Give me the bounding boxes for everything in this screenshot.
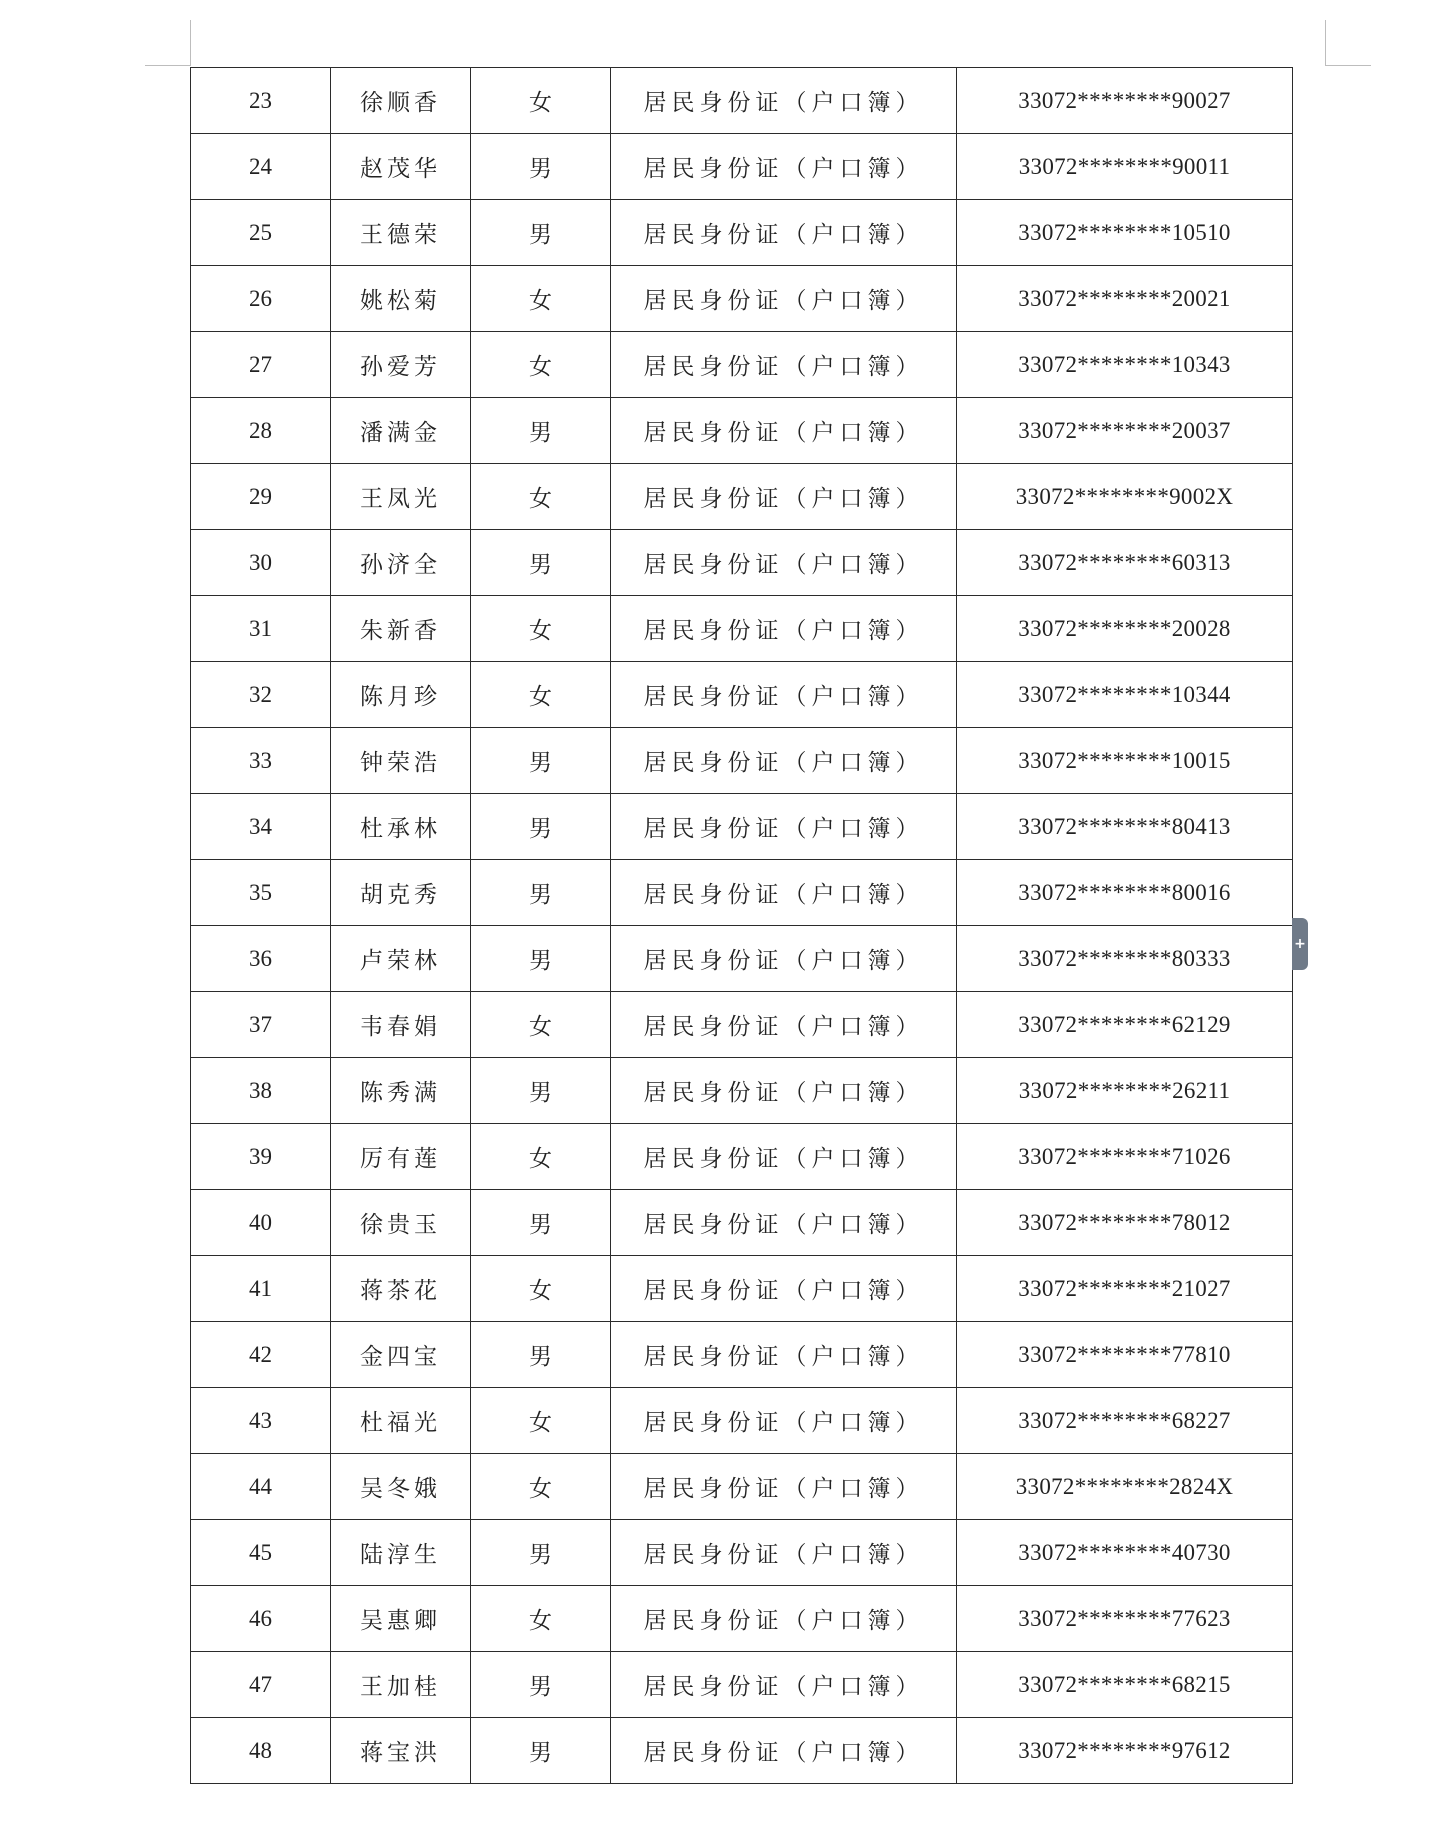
table-row <box>191 794 1293 860</box>
name-cell: 徐贵玉 <box>331 1190 471 1256</box>
name-cell: 胡克秀 <box>331 860 471 926</box>
row-number-cell: 47 <box>191 1652 331 1718</box>
document-type-cell: 居民身份证（户口簿） <box>611 530 957 596</box>
document-type-cell: 居民身份证（户口簿） <box>611 68 957 134</box>
gender-cell: 女 <box>471 1124 611 1190</box>
table-row <box>191 1124 1293 1190</box>
name-cell: 王德荣 <box>331 200 471 266</box>
id-number-cell: 33072********26211 <box>957 1058 1293 1124</box>
crop-mark-top-right-vertical <box>1325 20 1326 66</box>
table-row <box>191 1058 1293 1124</box>
document-type-cell: 居民身份证（户口簿） <box>611 1058 957 1124</box>
row-number-cell: 27 <box>191 332 331 398</box>
gender-cell: 女 <box>471 266 611 332</box>
crop-mark-top-left <box>145 65 191 66</box>
gender-cell: 男 <box>471 1718 611 1784</box>
gender-cell: 女 <box>471 1586 611 1652</box>
document-type-cell: 居民身份证（户口簿） <box>611 134 957 200</box>
gender-cell: 女 <box>471 68 611 134</box>
table-row <box>191 530 1293 596</box>
row-number-cell: 39 <box>191 1124 331 1190</box>
document-type-cell: 居民身份证（户口簿） <box>611 1652 957 1718</box>
table-row <box>191 1520 1293 1586</box>
id-number-cell: 33072********77810 <box>957 1322 1293 1388</box>
document-type-cell: 居民身份证（户口簿） <box>611 1124 957 1190</box>
document-type-cell: 居民身份证（户口簿） <box>611 1256 957 1322</box>
name-cell: 王加桂 <box>331 1652 471 1718</box>
table-row <box>191 1454 1293 1520</box>
id-number-cell: 33072********68215 <box>957 1652 1293 1718</box>
gender-cell: 男 <box>471 860 611 926</box>
gender-cell: 女 <box>471 332 611 398</box>
row-number-cell: 44 <box>191 1454 331 1520</box>
gender-cell: 男 <box>471 728 611 794</box>
roster-table <box>190 67 1293 1784</box>
table-row <box>191 68 1293 134</box>
table-row <box>191 1586 1293 1652</box>
document-type-cell: 居民身份证（户口簿） <box>611 1586 957 1652</box>
table-row <box>191 1256 1293 1322</box>
name-cell: 钟荣浩 <box>331 728 471 794</box>
gender-cell: 男 <box>471 1652 611 1718</box>
table-row <box>191 1388 1293 1454</box>
crop-mark-top-left-vertical <box>190 20 191 66</box>
table-row <box>191 860 1293 926</box>
row-number-cell: 28 <box>191 398 331 464</box>
id-number-cell: 33072********20021 <box>957 266 1293 332</box>
row-number-cell: 25 <box>191 200 331 266</box>
id-number-cell: 33072********71026 <box>957 1124 1293 1190</box>
gender-cell: 男 <box>471 1520 611 1586</box>
row-number-cell: 33 <box>191 728 331 794</box>
document-type-cell: 居民身份证（户口簿） <box>611 1190 957 1256</box>
document-type-cell: 居民身份证（户口簿） <box>611 992 957 1058</box>
row-number-cell: 36 <box>191 926 331 992</box>
table-row <box>191 926 1293 992</box>
gender-cell: 男 <box>471 1058 611 1124</box>
name-cell: 王凤光 <box>331 464 471 530</box>
document-type-cell: 居民身份证（户口簿） <box>611 266 957 332</box>
document-type-cell: 居民身份证（户口簿） <box>611 200 957 266</box>
gender-cell: 女 <box>471 596 611 662</box>
table-row <box>191 464 1293 530</box>
gender-cell: 女 <box>471 464 611 530</box>
table-row <box>191 1322 1293 1388</box>
document-type-cell: 居民身份证（户口簿） <box>611 1718 957 1784</box>
name-cell: 陈秀满 <box>331 1058 471 1124</box>
id-number-cell: 33072********68227 <box>957 1388 1293 1454</box>
name-cell: 潘满金 <box>331 398 471 464</box>
id-number-cell: 33072********80016 <box>957 860 1293 926</box>
id-number-cell: 33072********78012 <box>957 1190 1293 1256</box>
table-row <box>191 332 1293 398</box>
roster-table-body <box>191 68 1293 1784</box>
document-type-cell: 居民身份证（户口簿） <box>611 596 957 662</box>
row-number-cell: 31 <box>191 596 331 662</box>
gender-cell: 女 <box>471 1256 611 1322</box>
gender-cell: 男 <box>471 398 611 464</box>
row-number-cell: 26 <box>191 266 331 332</box>
name-cell: 孙济全 <box>331 530 471 596</box>
gender-cell: 男 <box>471 794 611 860</box>
row-number-cell: 23 <box>191 68 331 134</box>
row-number-cell: 43 <box>191 1388 331 1454</box>
id-number-cell: 33072********97612 <box>957 1718 1293 1784</box>
row-number-cell: 29 <box>191 464 331 530</box>
id-number-cell: 33072********80333 <box>957 926 1293 992</box>
name-cell: 金四宝 <box>331 1322 471 1388</box>
row-number-cell: 30 <box>191 530 331 596</box>
row-number-cell: 24 <box>191 134 331 200</box>
row-number-cell: 42 <box>191 1322 331 1388</box>
document-type-cell: 居民身份证（户口簿） <box>611 398 957 464</box>
gender-cell: 男 <box>471 200 611 266</box>
id-number-cell: 33072********77623 <box>957 1586 1293 1652</box>
id-number-cell: 33072********60313 <box>957 530 1293 596</box>
id-number-cell: 33072********62129 <box>957 992 1293 1058</box>
id-number-cell: 33072********10344 <box>957 662 1293 728</box>
table-row <box>191 134 1293 200</box>
table-row <box>191 596 1293 662</box>
table-row <box>191 1718 1293 1784</box>
id-number-cell: 33072********10343 <box>957 332 1293 398</box>
table-row <box>191 398 1293 464</box>
row-number-cell: 46 <box>191 1586 331 1652</box>
gender-cell: 男 <box>471 1190 611 1256</box>
gender-cell: 男 <box>471 926 611 992</box>
crop-mark-top-right <box>1325 65 1371 66</box>
row-number-cell: 35 <box>191 860 331 926</box>
table-row <box>191 266 1293 332</box>
id-number-cell: 33072********9002X <box>957 464 1293 530</box>
gender-cell: 女 <box>471 662 611 728</box>
gender-cell: 男 <box>471 1322 611 1388</box>
name-cell: 厉有莲 <box>331 1124 471 1190</box>
row-number-cell: 40 <box>191 1190 331 1256</box>
gender-cell: 女 <box>471 1388 611 1454</box>
document-type-cell: 居民身份证（户口簿） <box>611 662 957 728</box>
table-row <box>191 1190 1293 1256</box>
id-number-cell: 33072********21027 <box>957 1256 1293 1322</box>
document-type-cell: 居民身份证（户口簿） <box>611 728 957 794</box>
name-cell: 姚松菊 <box>331 266 471 332</box>
id-number-cell: 33072********20037 <box>957 398 1293 464</box>
gender-cell: 女 <box>471 992 611 1058</box>
name-cell: 卢荣林 <box>331 926 471 992</box>
plus-icon: + <box>1294 936 1306 952</box>
name-cell: 孙爱芳 <box>331 332 471 398</box>
name-cell: 杜福光 <box>331 1388 471 1454</box>
row-number-cell: 48 <box>191 1718 331 1784</box>
id-number-cell: 33072********40730 <box>957 1520 1293 1586</box>
name-cell: 徐顺香 <box>331 68 471 134</box>
name-cell: 吴惠卿 <box>331 1586 471 1652</box>
document-type-cell: 居民身份证（户口簿） <box>611 332 957 398</box>
id-number-cell: 33072********80413 <box>957 794 1293 860</box>
table-add-row-button[interactable] <box>1292 918 1308 970</box>
gender-cell: 男 <box>471 530 611 596</box>
row-number-cell: 34 <box>191 794 331 860</box>
name-cell: 杜承林 <box>331 794 471 860</box>
id-number-cell: 33072********20028 <box>957 596 1293 662</box>
id-number-cell: 33072********2824X <box>957 1454 1293 1520</box>
name-cell: 吴冬娥 <box>331 1454 471 1520</box>
name-cell: 陆淳生 <box>331 1520 471 1586</box>
document-type-cell: 居民身份证（户口簿） <box>611 1322 957 1388</box>
name-cell: 朱新香 <box>331 596 471 662</box>
row-number-cell: 32 <box>191 662 331 728</box>
table-row <box>191 200 1293 266</box>
name-cell: 蒋宝洪 <box>331 1718 471 1784</box>
id-number-cell: 33072********90027 <box>957 68 1293 134</box>
row-number-cell: 38 <box>191 1058 331 1124</box>
row-number-cell: 37 <box>191 992 331 1058</box>
name-cell: 赵茂华 <box>331 134 471 200</box>
document-type-cell: 居民身份证（户口簿） <box>611 1454 957 1520</box>
row-number-cell: 45 <box>191 1520 331 1586</box>
gender-cell: 女 <box>471 1454 611 1520</box>
document-type-cell: 居民身份证（户口簿） <box>611 926 957 992</box>
document-type-cell: 居民身份证（户口簿） <box>611 1520 957 1586</box>
name-cell: 韦春娟 <box>331 992 471 1058</box>
table-row <box>191 662 1293 728</box>
gender-cell: 男 <box>471 134 611 200</box>
document-type-cell: 居民身份证（户口簿） <box>611 1388 957 1454</box>
document-type-cell: 居民身份证（户口簿） <box>611 794 957 860</box>
document-type-cell: 居民身份证（户口簿） <box>611 860 957 926</box>
table-row <box>191 992 1293 1058</box>
table-row <box>191 1652 1293 1718</box>
id-number-cell: 33072********90011 <box>957 134 1293 200</box>
name-cell: 蒋茶花 <box>331 1256 471 1322</box>
id-number-cell: 33072********10510 <box>957 200 1293 266</box>
table-row <box>191 728 1293 794</box>
row-number-cell: 41 <box>191 1256 331 1322</box>
name-cell: 陈月珍 <box>331 662 471 728</box>
document-type-cell: 居民身份证（户口簿） <box>611 464 957 530</box>
id-number-cell: 33072********10015 <box>957 728 1293 794</box>
